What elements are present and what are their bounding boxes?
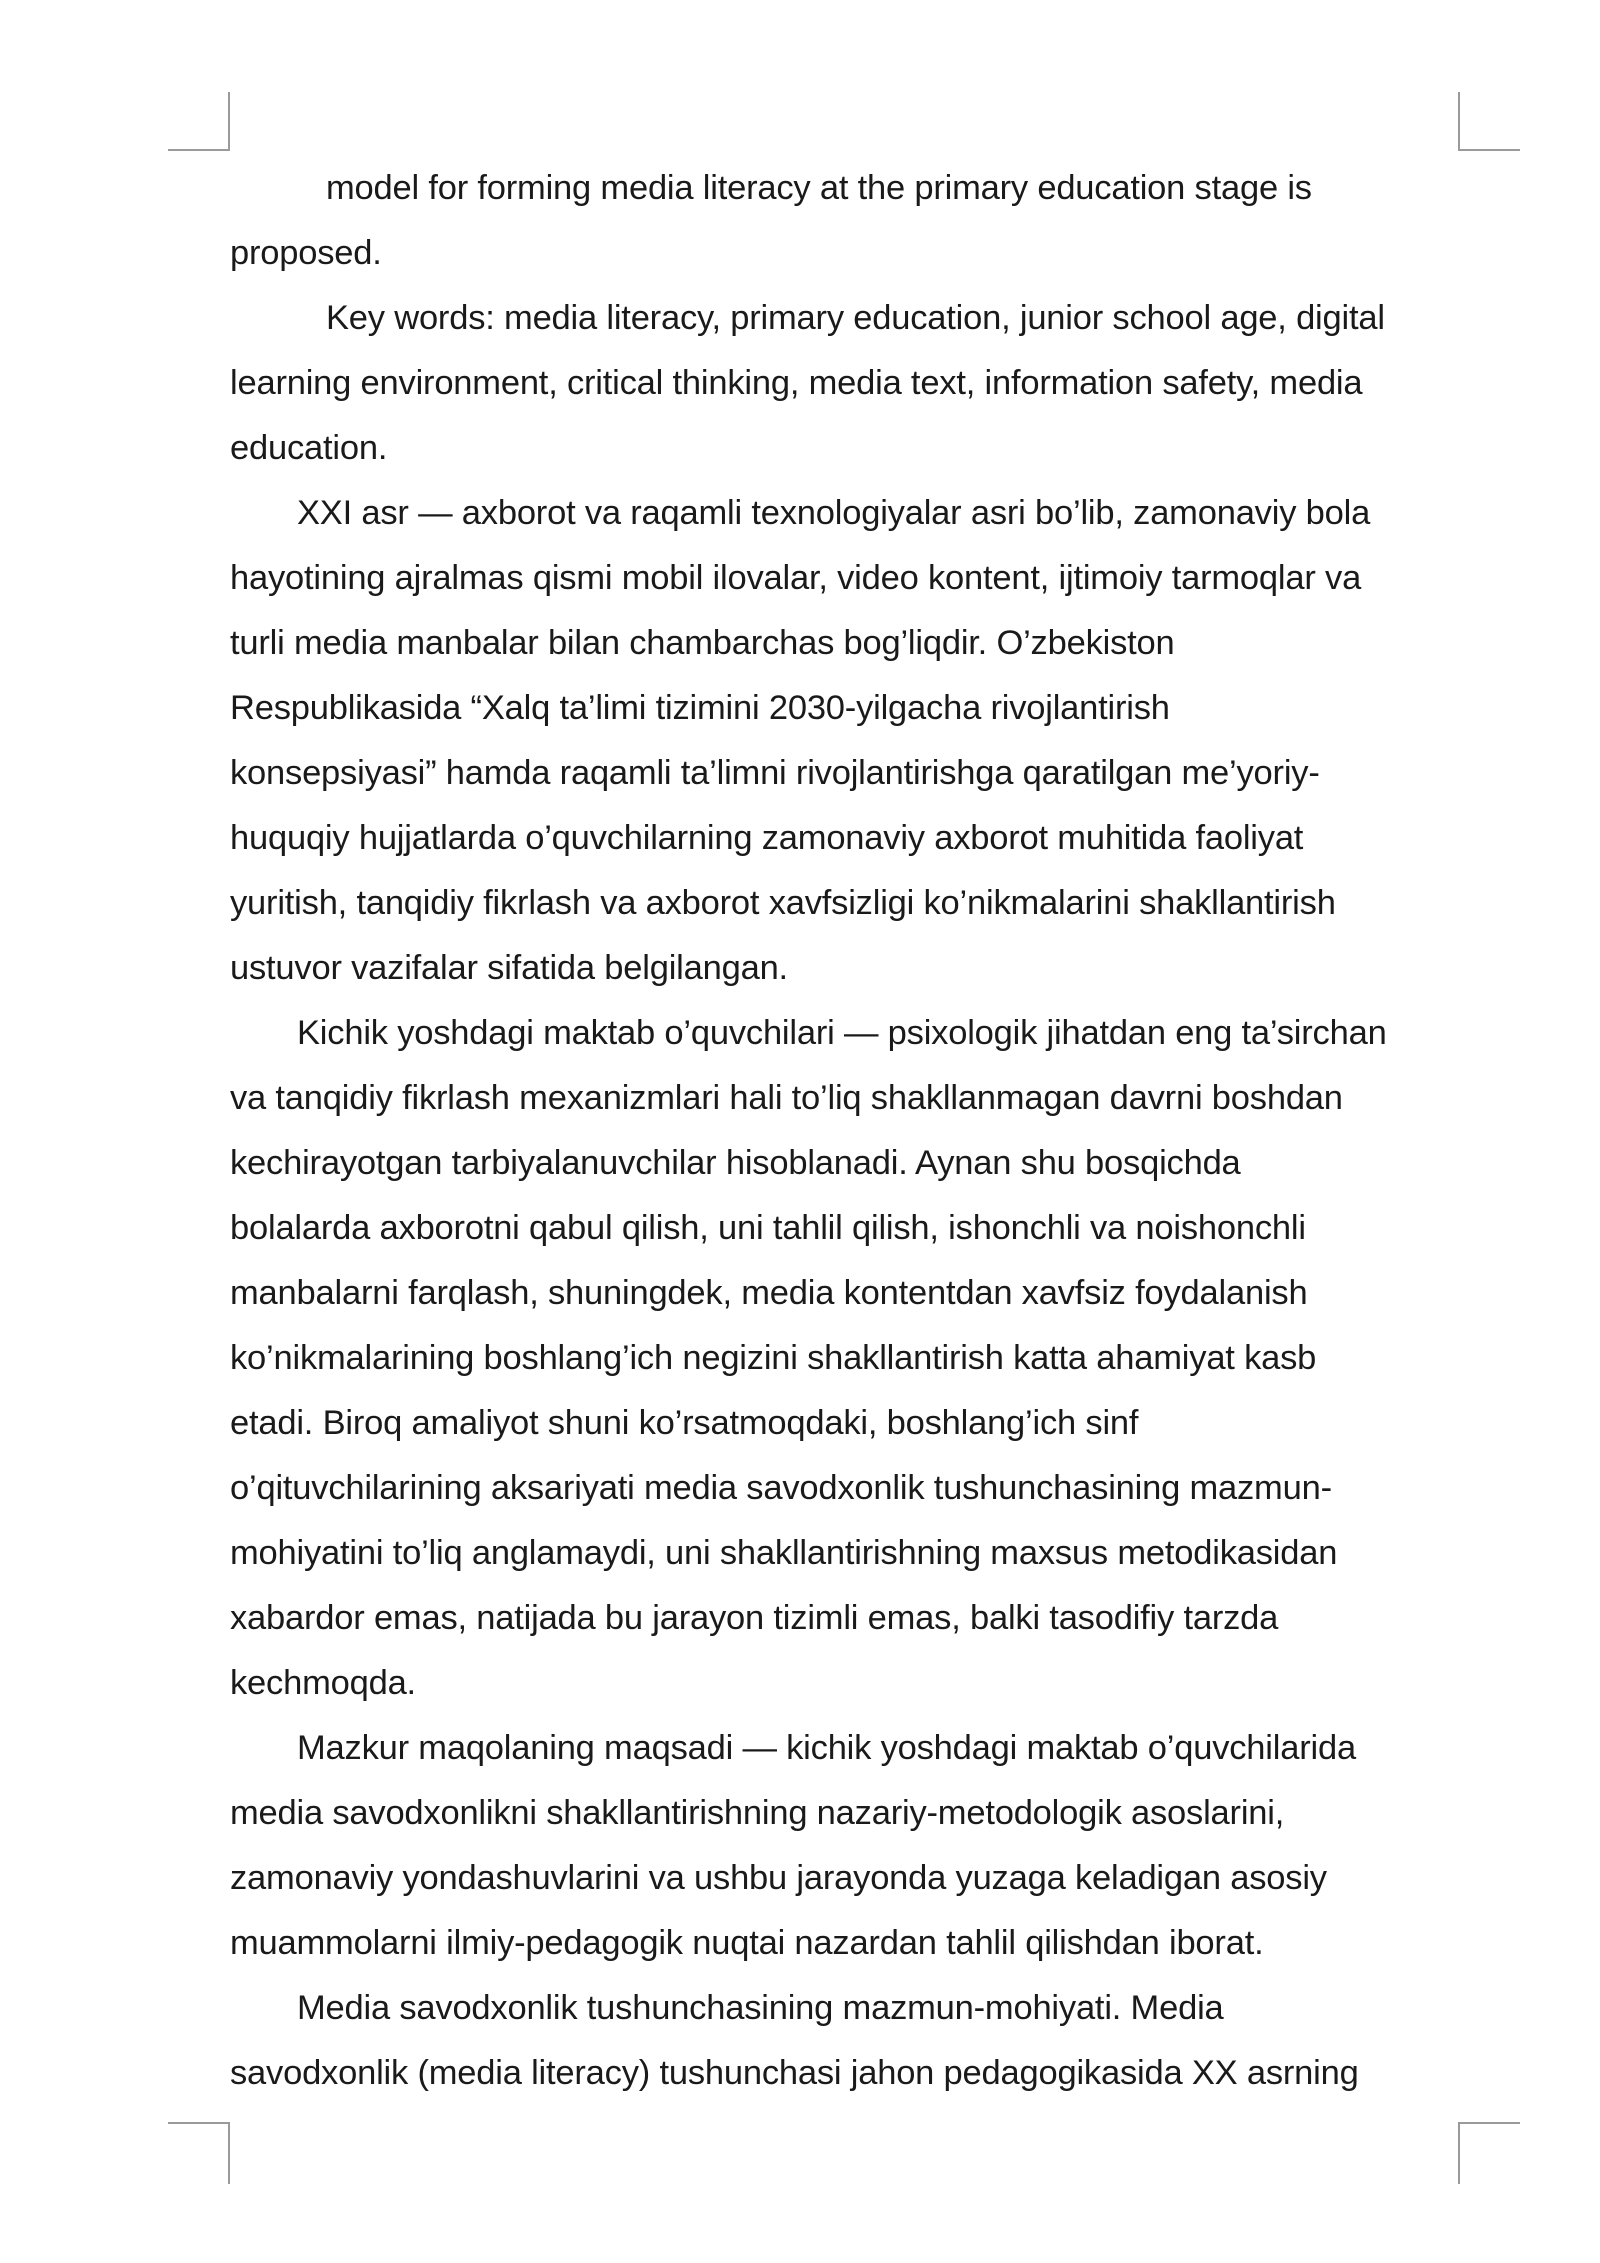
text-line: media savodxonlikni shakllantirishning nazariy-metodologik asoslarini, bbox=[230, 1794, 1285, 1832]
crop-mark-top-left-vertical bbox=[228, 92, 230, 151]
text-line: o’qituvchilarining aksariyati media savodxonlik tushunchasining mazmun- bbox=[230, 1469, 1332, 1507]
text-line: hayotining ajralmas qismi mobil ilovalar, video kontent, ijtimoiy tarmoqlar va bbox=[230, 559, 1362, 597]
text-line: ustuvor vazifalar sifatida belgilangan. bbox=[230, 949, 788, 987]
crop-mark-bottom-left-vertical bbox=[228, 2122, 230, 2184]
text-line: yuritish, tanqidiy fikrlash va axborot xavfsizligi ko’nikmalarini shakllantirish bbox=[230, 884, 1336, 922]
text-line: etadi. Biroq amaliyot shuni ko’rsatmoqdaki, boshlang’ich sinf bbox=[230, 1404, 1139, 1442]
document-body bbox=[230, 156, 1462, 2106]
text-line: ko’nikmalarining boshlang’ich negizini shakllantirish katta ahamiyat kasb bbox=[230, 1339, 1317, 1377]
text-line: Kichik yoshdagi maktab o’quvchilari — psixologik jihatdan eng ta’sirchan bbox=[297, 1014, 1387, 1052]
text-line: muammolarni ilmiy-pedagogik nuqtai nazardan tahlil qilishdan iborat. bbox=[230, 1924, 1264, 1962]
text-line: kechirayotgan tarbiyalanuvchilar hisoblanadi. Aynan shu bosqichda bbox=[230, 1144, 1241, 1182]
text-line: learning environment, critical thinking, media text, information safety, media bbox=[230, 364, 1363, 402]
text-line: konsepsiyasi” hamda raqamli ta’limni rivojlantirishga qaratilgan me’yoriy- bbox=[230, 754, 1320, 792]
text-line: proposed. bbox=[230, 234, 382, 272]
text-line: Media savodxonlik tushunchasining mazmun-mohiyati. Media bbox=[297, 1989, 1224, 2027]
crop-mark-bottom-right-vertical bbox=[1458, 2122, 1460, 2184]
text-line: education. bbox=[230, 429, 388, 467]
text-line: savodxonlik (media literacy) tushunchasi jahon pedagogikasida XX asrning bbox=[230, 2054, 1359, 2092]
text-line: turli media manbalar bilan chambarchas bog’liqdir. O’zbekiston bbox=[230, 624, 1175, 662]
text-line: Respublikasida “Xalq ta’limi tizimini 2030-yilgacha rivojlantirish bbox=[230, 689, 1170, 727]
text-line: manbalarni farqlash, shuningdek, media kontentdan xavfsiz foydalanish bbox=[230, 1274, 1308, 1312]
text-line: Key words: media literacy, primary education, junior school age, digital bbox=[326, 299, 1385, 337]
text-line: XXI asr — axborot va raqamli texnologiyalar asri bo’lib, zamonaviy bola bbox=[297, 494, 1371, 532]
text-line: bolalarda axborotni qabul qilish, uni tahlil qilish, ishonchli va noishonchli bbox=[230, 1209, 1306, 1247]
text-line: xabardor emas, natijada bu jarayon tizimli emas, balki tasodifiy tarzda bbox=[230, 1599, 1279, 1637]
crop-mark-top-right-vertical bbox=[1458, 92, 1460, 151]
text-line: model for forming media literacy at the primary education stage is bbox=[326, 169, 1312, 207]
text-line: mohiyatini to’liq anglamaydi, uni shakllantirishning maxsus metodikasidan bbox=[230, 1534, 1338, 1572]
text-line: va tanqidiy fikrlash mexanizmlari hali to’liq shakllanmagan davrni boshdan bbox=[230, 1079, 1343, 1117]
text-line: Mazkur maqolaning maqsadi — kichik yoshdagi maktab o’quvchilarida bbox=[297, 1729, 1356, 1767]
crop-mark-top-right-horizontal bbox=[1458, 149, 1520, 151]
crop-mark-bottom-right-horizontal bbox=[1458, 2122, 1520, 2124]
text-line: zamonaviy yondashuvlarini va ushbu jarayonda yuzaga keladigan asosiy bbox=[230, 1859, 1327, 1897]
crop-mark-top-left-horizontal bbox=[168, 149, 230, 151]
text-line: huquqiy hujjatlarda o’quvchilarning zamonaviy axborot muhitida faoliyat bbox=[230, 819, 1304, 857]
text-line: kechmoqda. bbox=[230, 1664, 416, 1702]
crop-mark-bottom-left-horizontal bbox=[168, 2122, 230, 2124]
